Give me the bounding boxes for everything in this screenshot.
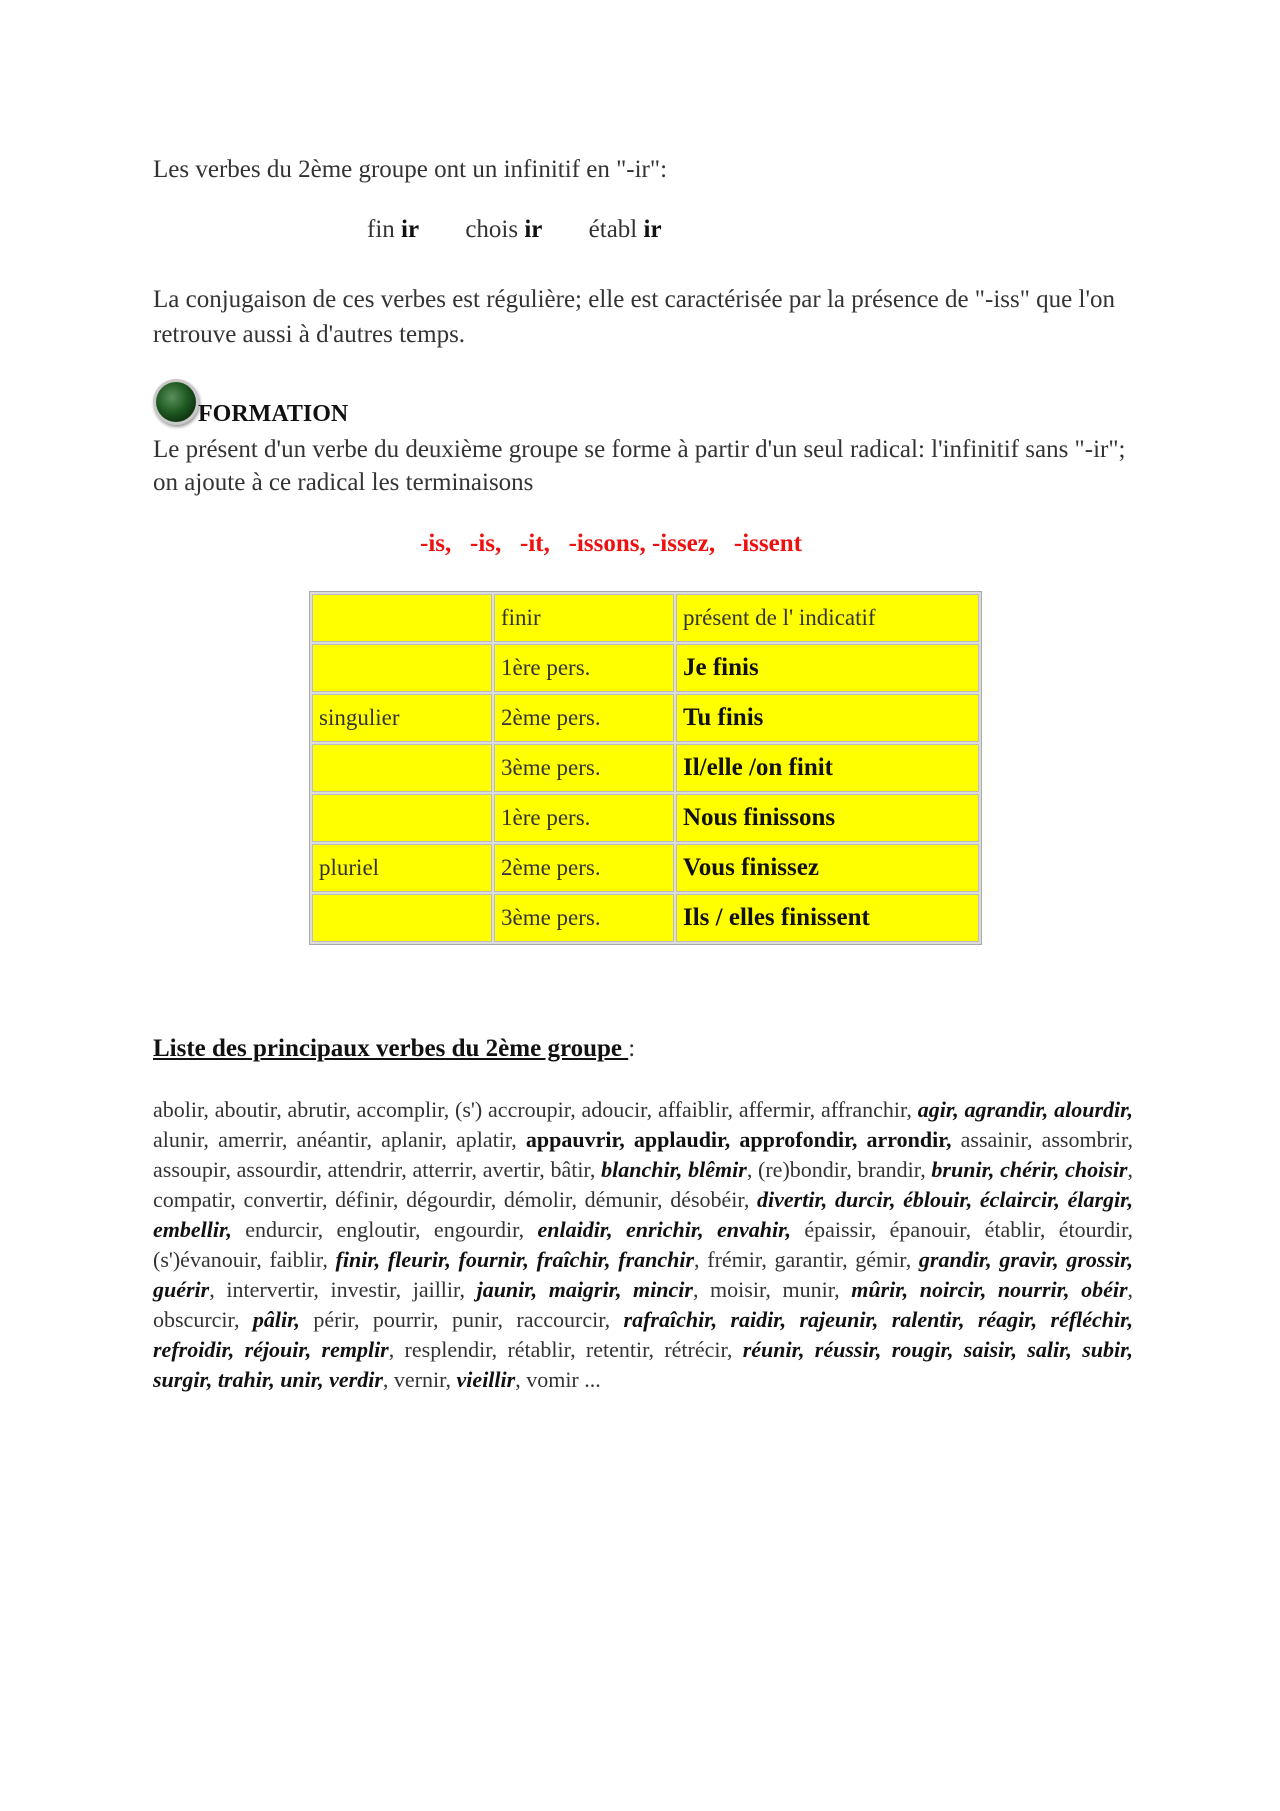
table-cell: Tu finis bbox=[676, 694, 979, 742]
conjugation-table bbox=[309, 591, 982, 945]
verb-list-colon: : bbox=[628, 1035, 636, 1062]
table-cell: Ils / elles finissent bbox=[676, 894, 979, 942]
endings-line: -is, -is, -it, -issons, -issez, -issent bbox=[420, 530, 802, 557]
verb-segment: vieillir bbox=[456, 1367, 516, 1392]
verb-segment: assainir, assombrir, assoupir, assourdir, attendrir, atterrir, avertir, bâtir, bbox=[153, 1127, 1133, 1182]
table-cell: Vous finissez bbox=[676, 844, 979, 892]
table-cell: 3ème pers. bbox=[494, 894, 674, 942]
verb-segment: , frémir, garantir, gémir, bbox=[694, 1247, 919, 1272]
verb-segment: réunir, réussir, rougir, saisir, salir, subir, surgir, trahir, unir, verdir bbox=[153, 1337, 1133, 1392]
verb-segment: blanchir, blêmir bbox=[601, 1157, 747, 1182]
verb-segment: épaissir, épanouir, établir, étourdir, (s')évanouir, faiblir, bbox=[153, 1217, 1134, 1272]
verb-segment: finir, fleurir, fournir, fraîchir, franchir bbox=[335, 1247, 695, 1272]
table-cell bbox=[312, 594, 492, 642]
table-cell bbox=[312, 794, 492, 842]
table-cell: Nous finissons bbox=[676, 794, 979, 842]
table-row bbox=[312, 794, 979, 842]
example-choisir: chois ir bbox=[465, 216, 543, 243]
intro-sentence: Les verbes du 2ème groupe ont un infinitif en "-ir": bbox=[153, 156, 668, 183]
infinitive-examples bbox=[367, 216, 702, 244]
table-cell: finir bbox=[494, 594, 674, 642]
table-cell: 1ère pers. bbox=[494, 644, 674, 692]
table-row bbox=[312, 894, 979, 942]
verb-segment: , intervertir, investir, jaillir, bbox=[209, 1277, 477, 1302]
table-cell bbox=[312, 894, 492, 942]
table-cell: 3ème pers. bbox=[494, 744, 674, 792]
verb-list-heading bbox=[153, 1035, 635, 1063]
verb-segment: périr, pourrir, punir, raccourcir, bbox=[299, 1307, 624, 1332]
table-cell bbox=[312, 744, 492, 792]
verb-segment: abolir, aboutir, abrutir, accomplir, (s') accroupir, adoucir, affaiblir, affermir, affranchir, bbox=[153, 1097, 918, 1122]
table-row bbox=[312, 744, 979, 792]
verb-segment: pâlir, bbox=[252, 1307, 300, 1332]
verb-segment: enlaidir, enrichir, envahir, bbox=[537, 1217, 792, 1242]
formation-heading: FORMATION bbox=[198, 401, 349, 427]
table-cell: Je finis bbox=[676, 644, 979, 692]
verb-segment: jaunir, maigrir, mincir bbox=[476, 1277, 693, 1302]
verb-segment: , obscurcir, bbox=[153, 1277, 1134, 1332]
table-cell bbox=[312, 644, 492, 692]
verb-segment: appauvrir, applaudir, approfondir, arrondir, bbox=[525, 1127, 952, 1152]
table-row bbox=[312, 644, 979, 692]
verb-segment: brunir, chérir, choisir bbox=[931, 1157, 1128, 1182]
verb-segment: , vernir, bbox=[382, 1367, 457, 1392]
table-row bbox=[312, 844, 979, 892]
table-cell: Il/elle /on finit bbox=[676, 744, 979, 792]
verb-segment: mûrir, noircir, nourrir, obéir bbox=[851, 1277, 1128, 1302]
example-finir: fin ir bbox=[367, 216, 420, 243]
verb-segment: rafraîchir, raidir, rajeunir, ralentir, réagir, réfléchir, refroidir, réjouir, remplir bbox=[153, 1307, 1134, 1362]
formation-paragraph: Le présent d'un verbe du deuxième groupe se forme à partir d'un seul radical: l'infinitif sans "-ir"; on ajoute à ce radical les terminaisons bbox=[153, 436, 1126, 496]
verb-segment: agir, agrandir, alourdir, bbox=[917, 1097, 1133, 1122]
green-bullet-icon bbox=[156, 382, 196, 422]
verb-segment: divertir, durcir, éblouir, éclaircir, élargir, embellir, bbox=[153, 1187, 1133, 1242]
verb-segment: , (re)bondir, brandir, bbox=[746, 1157, 932, 1182]
table-row bbox=[312, 694, 979, 742]
table-cell: 1ère pers. bbox=[494, 794, 674, 842]
verb-segment: endurcir, engloutir, engourdir, bbox=[231, 1217, 538, 1242]
verb-list-paragraph bbox=[153, 1095, 1133, 1395]
table-cell: 2ème pers. bbox=[494, 694, 674, 742]
example-etablir: établ ir bbox=[588, 216, 662, 243]
table-cell: présent de l' indicatif bbox=[676, 594, 979, 642]
verb-segment: grandir, gravir, grossir, guérir bbox=[153, 1247, 1134, 1302]
verb-segment: , compatir, convertir, définir, dégourdir, démolir, démunir, désobéir, bbox=[153, 1157, 1133, 1212]
conjugation-paragraph: La conjugaison de ces verbes est régulière; elle est caractérisée par la présence de "-iss" que l'on retrouve aussi à d'autres temps. bbox=[153, 286, 1115, 348]
table-cell: 2ème pers. bbox=[494, 844, 674, 892]
verb-segment: , moisir, munir, bbox=[692, 1277, 852, 1302]
table-header-row bbox=[312, 594, 979, 642]
verb-segment: , vomir ... bbox=[515, 1367, 601, 1392]
table-cell: pluriel bbox=[312, 844, 492, 892]
verb-list-title: Liste des principaux verbes du 2ème groupe bbox=[153, 1035, 629, 1062]
verb-segment: alunir, amerrir, anéantir, aplanir, aplatir, bbox=[153, 1127, 526, 1152]
verb-segment: , resplendir, rétablir, retentir, rétrécir, bbox=[388, 1337, 743, 1362]
table-cell: singulier bbox=[312, 694, 492, 742]
